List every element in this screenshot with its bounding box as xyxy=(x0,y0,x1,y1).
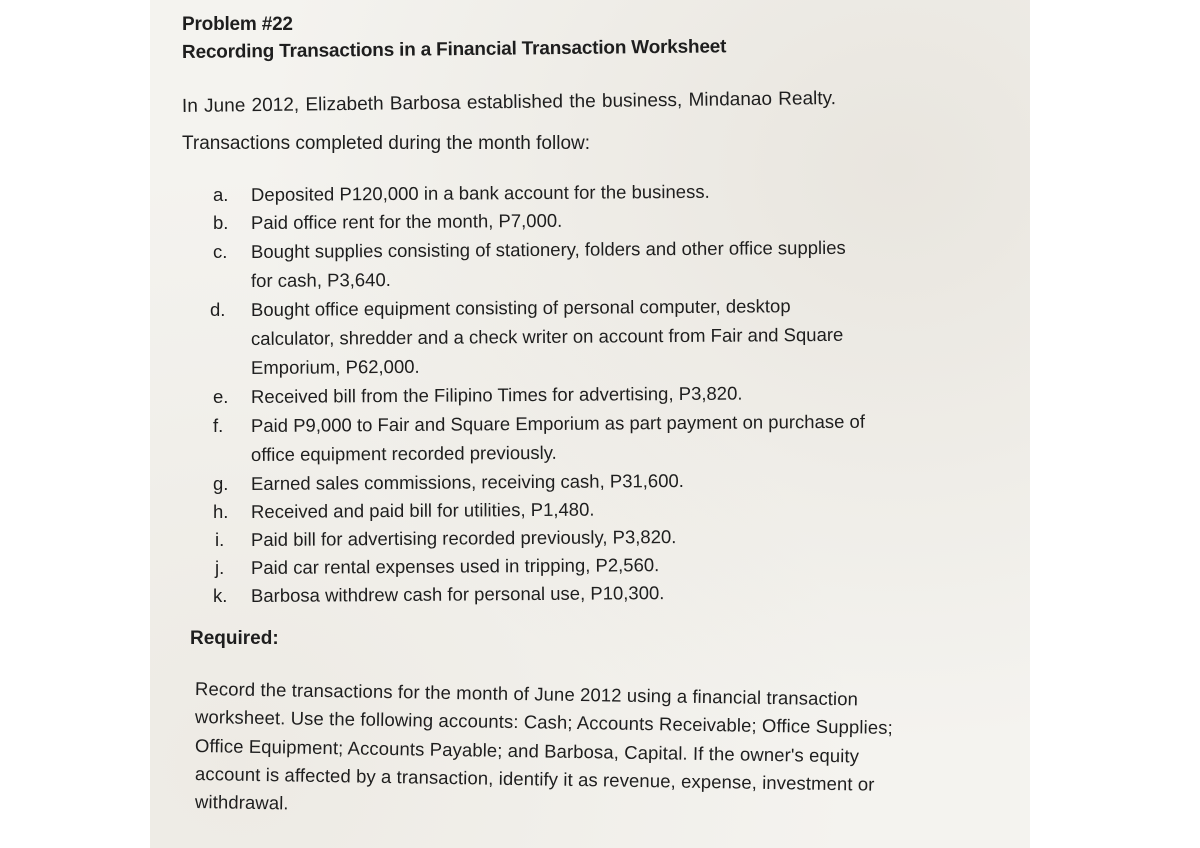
transaction-text: Paid bill for advertising recorded previously, P3,820. xyxy=(250,526,677,550)
transaction-letter: a. xyxy=(213,184,229,205)
intro-line-1: In June 2012, Elizabeth Barbosa established the business, Mindanao Realty. xyxy=(181,88,837,117)
required-line: Office Equipment; Accounts Payable; and Barbosa, Capital. If the owner's equity xyxy=(194,735,860,767)
transaction-letter: b. xyxy=(213,212,229,233)
transaction-text: Received bill from the Filipino Times for advertising, P3,820. xyxy=(250,382,743,407)
document-title: Recording Transactions in a Financial Transaction Worksheet xyxy=(181,36,727,63)
transaction-text: Earned sales commissions, receiving cash, P31,600. xyxy=(250,469,684,494)
transaction-letter: i. xyxy=(215,529,225,550)
required-heading: Required: xyxy=(190,628,279,649)
transaction-text: Received and paid bill for utilities, P1,480. xyxy=(250,498,595,522)
transaction-letter: k. xyxy=(213,585,228,606)
transaction-letter: c. xyxy=(213,241,228,262)
transaction-text: Emporium, P62,000. xyxy=(250,355,420,378)
problem-number: Problem #22 xyxy=(182,14,293,35)
transaction-text: office equipment recorded previously. xyxy=(250,441,557,465)
transaction-text: Paid car rental expenses used in tripping, P2,560. xyxy=(250,554,660,578)
transaction-letter: f. xyxy=(213,415,224,436)
required-line: worksheet. Use the following accounts: Cash; Accounts Receivable; Office Supplies; xyxy=(194,706,893,738)
required-line: account is affected by a transaction, identify it as revenue, expense, investment or xyxy=(194,763,875,795)
required-line: Record the transactions for the month of June 2012 using a financial transaction xyxy=(194,678,859,710)
transaction-letter: d. xyxy=(210,299,226,320)
transaction-text: Deposited P120,000 in a bank account for the business. xyxy=(250,180,710,205)
transaction-letter: h. xyxy=(213,501,229,522)
transaction-text: for cash, P3,640. xyxy=(250,269,391,291)
transaction-text: Bought office equipment consisting of personal computer, desktop xyxy=(250,295,791,320)
transaction-letter: e. xyxy=(213,386,229,407)
transaction-text: Bought supplies consisting of stationery, folders and other office supplies xyxy=(250,236,846,262)
transaction-letter: j. xyxy=(215,557,225,578)
transaction-text: Paid P9,000 to Fair and Square Emporium as part payment on purchase of xyxy=(250,410,865,436)
intro-line-2: Transactions completed during the month follow: xyxy=(182,133,591,154)
required-line: withdrawal. xyxy=(194,791,289,814)
transaction-text: Barbosa withdrew cash for personal use, P10,300. xyxy=(250,582,665,606)
transaction-letter: g. xyxy=(213,473,229,494)
transaction-text: Paid office rent for the month, P7,000. xyxy=(250,209,563,233)
transaction-text: calculator, shredder and a check writer on account from Fair and Square xyxy=(250,323,844,349)
